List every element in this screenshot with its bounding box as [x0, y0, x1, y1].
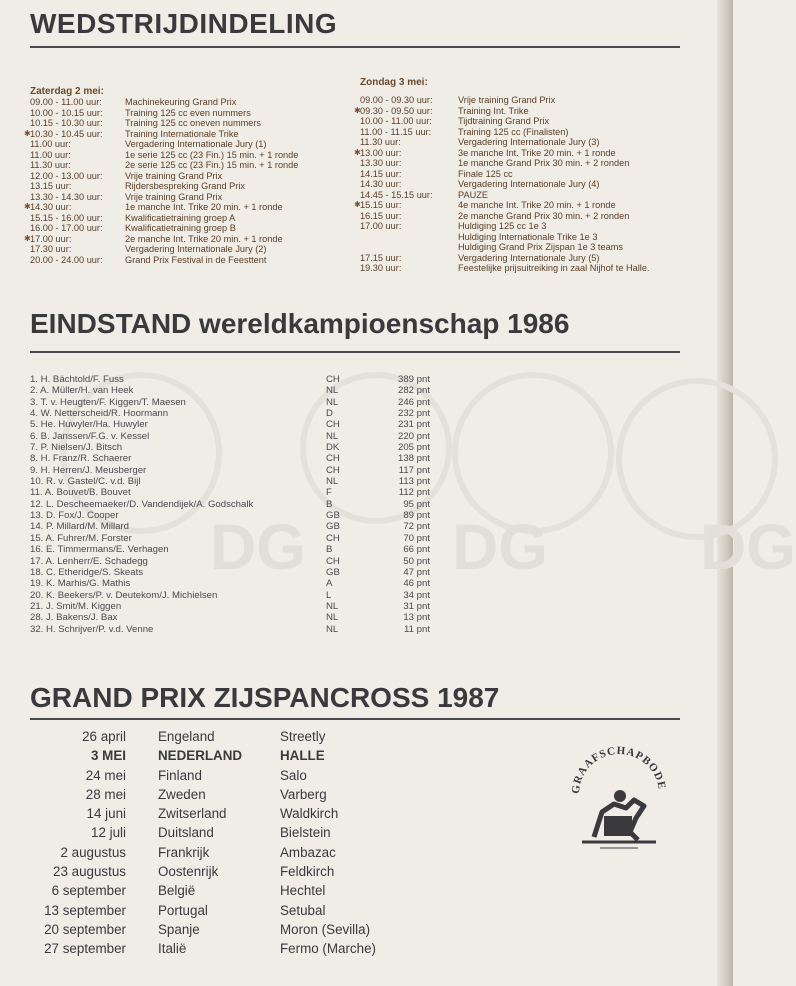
schedule-event: Rijdersbespreking Grand Prix [125, 181, 245, 191]
gp-country: Italië [158, 941, 187, 957]
schedule-row [30, 213, 350, 224]
table-row [30, 590, 550, 601]
schedule-event: Vergadering Internationale Jury (4) [458, 179, 600, 189]
table-row [30, 453, 550, 464]
gp-country: Spanje [158, 921, 200, 937]
schedule-mark: ✱ [354, 105, 361, 115]
standings-country: NL [326, 476, 339, 488]
standings-country: CH [326, 555, 340, 567]
schedule-event: Machinekeuring Grand Prix [125, 97, 237, 107]
schedule-row [360, 242, 700, 253]
schedule-row [30, 139, 350, 150]
table-row [30, 487, 550, 498]
schedule-event: 2e serie 125 cc (23 Fin.) 15 min. + 1 ronde [125, 160, 299, 170]
schedule-time: 14.45 - 15.15 uur: [360, 189, 433, 200]
gp-country: Engeland [158, 729, 215, 744]
standings-points: 31 pnt [403, 600, 430, 612]
saturday-schedule [24, 97, 350, 265]
schedule-time: 16.00 - 17.00 uur: [30, 223, 103, 233]
schedule-event: Vrije training Grand Prix [125, 191, 223, 202]
table-row [30, 612, 550, 623]
gp-date: 3 MEI [91, 748, 126, 764]
schedule-time: 11.00 - 11.15 uur: [360, 126, 432, 137]
schedule-mark: ✱ [354, 200, 361, 209]
watermark-letters: DG [700, 511, 796, 583]
schedule-row [354, 200, 700, 211]
svg-text:GRAAFSCHAPBODE [570, 745, 668, 795]
schedule-event: Huldiging Internationale Trike 1e 3 [458, 231, 598, 242]
schedule-row [360, 95, 700, 106]
standings-points: 282 pnt [397, 385, 430, 397]
schedule-event: Vrije training Grand Prix [458, 95, 556, 105]
standings-name: 4. W. Netterscheid/R. Hoormann [30, 408, 169, 420]
schedule-row [30, 150, 350, 161]
standings-points: 70 pnt [403, 532, 430, 544]
gp-country: Duitsland [158, 825, 214, 841]
standings-country: NL [326, 385, 339, 397]
standings-name: 15. A. Fuhrer/M. Forster [30, 532, 132, 544]
schedule-time: 13.30 uur: [360, 158, 402, 168]
schedule-row [360, 127, 700, 138]
standings-country: CH [326, 453, 340, 465]
schedule-row [360, 179, 700, 190]
standings-points: 231 pnt [397, 419, 430, 431]
table-row [30, 521, 550, 532]
schedule-row [30, 118, 350, 129]
table-row [30, 408, 550, 419]
schedule-row [30, 244, 350, 255]
watermark-letters: DG [210, 511, 306, 583]
standings-name: 12. L. Descheemaeker/D. Vandendijek/A. Godschalk [30, 498, 254, 510]
standings-name: 28. J. Bakens/J. Bax [30, 612, 118, 624]
schedule-row [360, 263, 700, 274]
gp-circuit: HALLE [280, 748, 325, 764]
standings-points: 95 pnt [403, 498, 430, 510]
standings-country: CH [326, 419, 340, 431]
sunday-schedule [354, 95, 700, 274]
standings-country: NL [326, 430, 339, 442]
standings-name: 14. P. Millard/M. Millard [30, 521, 129, 533]
standings-country: GB [326, 521, 340, 533]
table-row [30, 567, 550, 578]
schedule-event: Vergadering Internationale Jury (5) [458, 252, 600, 263]
schedule-time: 15.15 - 16.00 uur: [30, 212, 103, 223]
gp-circuit: Hechtel [280, 883, 326, 899]
schedule-event: Training 125 cc oneven nummers [125, 118, 262, 128]
schedule-event: Finale 125 cc [458, 168, 513, 179]
standings-name: 17. A. Lenherr/E. Schadegg [30, 555, 148, 567]
schedule-row [360, 158, 700, 169]
standings-name: 3. T. v. Heugten/F. Kiggen/T. Maesen [30, 396, 186, 408]
schedule-time: 13.15 uur: [30, 181, 72, 191]
table-row [30, 601, 550, 612]
schedule-event: Kwalificatietraining groep B [125, 223, 236, 233]
standings-country: CH [326, 532, 340, 544]
standings-country: GB [326, 566, 340, 578]
standings-points: 112 pnt [398, 487, 430, 499]
schedule-event: Kwalificatietraining groep A [125, 212, 236, 223]
table-row [30, 465, 550, 476]
standings-country: CH [326, 374, 340, 385]
watermark-letters: DG [452, 511, 548, 583]
schedule-time: 10.15 - 10.30 uur: [30, 118, 103, 128]
schedule-event: Huldiging Grand Prix Zijspan 1e 3 teams [458, 242, 623, 252]
gp-circuit: Feldkirch [280, 864, 335, 880]
schedule-event: 2e manche Int. Trike 20 min. + 1 ronde [125, 233, 283, 244]
schedule-title: WEDSTRIJDINDELING [30, 8, 338, 39]
divider [30, 351, 680, 353]
schedule-time: 10.00 - 11.00 uur: [360, 116, 432, 126]
standings-name: 8. H. Franz/R. Schaerer [30, 453, 132, 465]
schedule-row [30, 255, 350, 266]
gp-circuit: Waldkirch [280, 806, 339, 822]
standings-country: GB [326, 510, 340, 522]
standings-name: 11. A. Bouvet/B. Bouvet [30, 487, 131, 499]
gp-circuit: Salo [280, 767, 307, 783]
logo-text: GRAAFSCHAPBODE [569, 744, 668, 795]
gp-date: 20 september [44, 921, 126, 937]
schedule-event: Grand Prix Festival in de Feesttent [125, 254, 267, 265]
sunday-heading: Zondag 3 mei: [360, 77, 428, 88]
gp-country: Finland [158, 767, 202, 783]
standings-name: 1. H. Bächtold/F. Fuss [30, 374, 124, 385]
gp-country: Zwitserland [158, 806, 227, 822]
saturday-heading: Zaterdag 2 mei: [30, 86, 104, 97]
standings-name: 13. D. Fox/J. Cooper [30, 510, 119, 522]
schedule-event: Vergadering Internationale Jury (2) [125, 244, 267, 254]
table-row [30, 510, 550, 521]
schedule-event: Huldiging 125 cc 1e 3 [458, 221, 547, 231]
schedule-event: Vergadering Internationale Jury (1) [125, 139, 267, 149]
standings-points: 205 pnt [397, 442, 430, 454]
schedule-row [354, 147, 700, 159]
schedule-row [360, 190, 700, 201]
standings-country: CH [326, 464, 340, 476]
standings-table [30, 374, 550, 635]
schedule-event: Vrije training Grand Prix [125, 170, 223, 181]
standings-name: 5. He. Huwyler/Ha. Huwyler [30, 419, 148, 431]
table-row [30, 499, 550, 510]
gp-date: 26 april [82, 729, 126, 744]
gp-circuit: Varberg [280, 786, 327, 802]
standings-points: 66 pnt [403, 544, 430, 556]
table-row [30, 374, 550, 385]
schedule-event: Tijdtraining Grand Prix [458, 116, 550, 126]
gp-date: 23 augustus [53, 864, 126, 880]
schedule-row [354, 105, 700, 117]
standings-country: A [326, 578, 333, 590]
schedule-time: 11.30 uur: [30, 160, 71, 170]
gp-country: Zweden [158, 786, 206, 802]
table-row [30, 544, 550, 555]
standings-country: NL [326, 612, 339, 624]
standings-points: 246 pnt [397, 396, 430, 408]
gp-country: Oostenrijk [158, 864, 219, 880]
schedule-event: 3e manche Int. Trike 20 min. + 1 ronde [458, 147, 616, 158]
schedule-event: PAUZE [458, 189, 488, 200]
schedule-row [30, 192, 350, 203]
schedule-event: Training Int. Trike [458, 105, 529, 116]
gp-title: GRAND PRIX ZIJSPANCROSS 1987 [30, 682, 500, 713]
schedule-time: 13.30 - 14.30 uur: [30, 191, 103, 202]
standings-country: B [326, 498, 333, 510]
gp-date: 13 september [44, 902, 126, 918]
schedule-mark: ✱ [24, 233, 31, 243]
standings-country: F [326, 487, 332, 499]
schedule-time: 12.00 - 13.00 uur: [30, 170, 103, 181]
standings-country: DK [326, 442, 340, 454]
schedule-row [30, 108, 350, 119]
standings-name: 6. B. Janssen/F.G. v. Kessel [30, 430, 150, 442]
schedule-event: Training 125 cc even nummers [125, 107, 251, 118]
schedule-event: Feestelijke prijsuitreiking in zaal Nijhof te Halle. [458, 263, 650, 273]
standings-points: 117 pnt [398, 464, 430, 476]
gp-date: 27 september [44, 941, 126, 957]
gp-date: 2 augustus [60, 844, 126, 860]
schedule-time: 09.30 - 09.50 uur: [360, 105, 433, 116]
standings-points: 89 pnt [403, 510, 430, 522]
schedule-time: 17.15 uur: [360, 252, 402, 263]
divider [30, 46, 680, 48]
gp-date: 6 september [51, 883, 126, 899]
schedule-event: 4e manche Int. Trike 20 min. + 1 ronde [458, 200, 616, 210]
standings-points: 13 pnt [403, 612, 430, 624]
schedule-mark: ✱ [24, 202, 31, 211]
standings-points: 72 pnt [403, 521, 430, 533]
schedule-time: 17.00 uur: [360, 221, 402, 231]
schedule-row [24, 128, 350, 140]
gp-circuit: Setubal [280, 902, 326, 918]
gp-circuit: Bielstein [280, 825, 331, 841]
gp-circuit: Fermo (Marche) [280, 941, 376, 957]
schedule-row [360, 221, 700, 232]
divider [30, 718, 680, 720]
schedule-event: Training 125 cc (Finalisten) [458, 126, 569, 137]
schedule-row [360, 232, 700, 243]
table-row [30, 385, 550, 396]
standings-name: 16. E. Timmermans/E. Verhagen [30, 544, 169, 556]
schedule-time: 14.30 uur: [30, 202, 72, 212]
standings-points: 50 pnt [403, 555, 430, 567]
standings-points: 11 pnt [404, 623, 430, 635]
gp-circuit: Moron (Sevilla) [280, 921, 371, 937]
schedule-time: 20.00 - 24.00 uur: [30, 254, 103, 265]
standings-country: NL [326, 623, 339, 635]
standings-name: 19. K. Marhis/G. Mathis [30, 578, 131, 590]
schedule-event: 1e manche Grand Prix 30 min. + 2 ronden [458, 158, 630, 168]
standings-country: B [326, 544, 333, 556]
standings-name: 9. H. Herren/J. Meusberger [30, 464, 147, 476]
table-row [30, 556, 550, 567]
standings-name: 7. P. Nielsen/J. Bitsch [30, 442, 123, 454]
schedule-time: 09.00 - 09.30 uur: [360, 95, 433, 105]
table-row [30, 578, 550, 589]
standings-points: 138 pnt [397, 453, 430, 465]
standings-country: NL [326, 396, 339, 408]
schedule-time: 17.00 uur: [30, 233, 72, 244]
schedule-row [24, 233, 350, 245]
standings-name: 32. H. Schrijver/P. v.d. Venne [30, 623, 154, 635]
table-row [30, 442, 550, 453]
table-row [30, 533, 550, 544]
schedule-event: Training Internationale Trike [125, 128, 239, 139]
gp-date: 14 juni [86, 806, 126, 822]
schedule-row [360, 116, 700, 127]
schedule-mark: ✱ [354, 147, 361, 157]
gp-country: Portugal [158, 902, 208, 918]
graafschapbode-logo [564, 742, 674, 860]
gp-circuit: Streetly [280, 729, 326, 744]
schedule-event: 2e manche Grand Prix 30 min. + 2 ronden [458, 210, 630, 221]
table-row [30, 476, 550, 487]
schedule-row [360, 137, 700, 148]
schedule-row [30, 160, 350, 171]
schedule-time: 10.30 - 10.45 uur: [30, 128, 103, 139]
schedule-time: 13.00 uur: [360, 147, 402, 158]
schedule-row [30, 223, 350, 234]
schedule-mark: ✱ [24, 128, 31, 138]
standings-points: 34 pnt [403, 589, 430, 601]
schedule-time: 19.30 uur: [360, 263, 402, 273]
schedule-time: 11.00 uur: [30, 149, 71, 160]
standings-points: 113 pnt [398, 476, 430, 488]
table-row [30, 419, 550, 430]
gp-circuit: Ambazac [280, 844, 336, 860]
schedule-time: 11.00 uur: [30, 139, 71, 149]
standings-name: 2. A. Müller/H. van Heek [30, 385, 134, 397]
standings-points: 47 pnt [403, 566, 430, 578]
schedule-time: 09.00 - 11.00 uur: [30, 97, 102, 107]
table-row [30, 431, 550, 442]
schedule-event: 1e manche Int. Trike 20 min. + 1 ronde [125, 202, 283, 212]
standings-name: 10. R. v. Gastel/C. v.d. Bijl [30, 476, 141, 488]
schedule-event: 1e serie 125 cc (23 Fin.) 15 min. + 1 ronde [125, 149, 299, 160]
standings-name: 18. C. Etheridge/S. Skeats [30, 566, 144, 578]
standings-name: 21. J. Smit/M. Kiggen [30, 600, 122, 612]
standings-country: D [326, 408, 333, 420]
table-row [30, 397, 550, 408]
schedule-time: 11.30 uur: [360, 137, 401, 147]
schedule-row [24, 202, 350, 213]
table-row [30, 624, 550, 635]
gp-date: 28 mei [85, 786, 126, 802]
schedule-row [30, 97, 350, 108]
gp-country: NEDERLAND [158, 748, 243, 764]
gp-date: 24 mei [85, 767, 126, 783]
standings-name: 20. K. Beekers/P. v. Deutekom/J. Michielsen [30, 589, 218, 601]
gp-date: 12 juli [91, 825, 126, 841]
standings-points: 232 pnt [397, 408, 430, 420]
standings-points: 220 pnt [397, 430, 430, 442]
schedule-row [360, 169, 700, 180]
standings-title: EINDSTAND wereldkampioenschap 1986 [30, 308, 570, 339]
gp-country: België [158, 883, 196, 899]
schedule-row [30, 171, 350, 182]
schedule-row [30, 181, 350, 192]
schedule-row [360, 253, 700, 264]
schedule-time: 15.15 uur: [360, 200, 402, 210]
schedule-time: 14.30 uur: [360, 179, 402, 189]
schedule-row [360, 211, 700, 222]
standings-points: 389 pnt [397, 374, 430, 385]
schedule-time: 14.15 uur: [360, 168, 402, 179]
schedule-time: 10.00 - 10.15 uur: [30, 107, 103, 118]
schedule-event: Vergadering Internationale Jury (3) [458, 137, 600, 147]
standings-country: NL [326, 600, 339, 612]
schedule-time: 17.30 uur: [30, 244, 72, 254]
schedule-time: 16.15 uur: [360, 210, 402, 221]
standings-points: 46 pnt [403, 578, 430, 590]
standings-country: L [326, 589, 332, 601]
gp-country: Frankrijk [158, 844, 210, 860]
